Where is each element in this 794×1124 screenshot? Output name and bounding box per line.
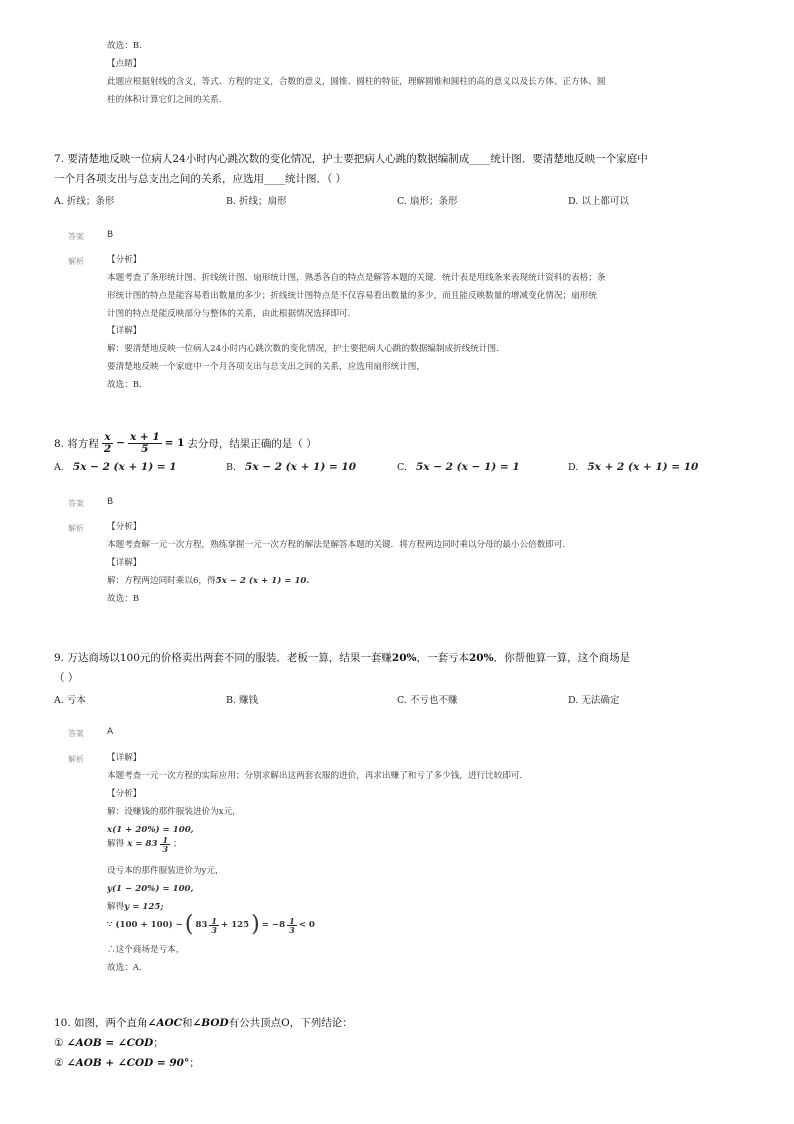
q7-answer: B [107,230,114,240]
q9-answer: A [107,727,114,737]
prev-select: 故选：B. [107,41,142,51]
q10-stem [54,1015,353,1030]
q9-l7-e: < 0 [298,919,315,930]
prev-review-title: 【点睛】 [107,59,142,69]
q8-analysis-line: 本题考查解一元一次方程，熟练掌握一元一次方程的解法是解答本题的关键．将方程两边同时乘以分母的最小公倍数即可． [107,540,572,550]
q8-option-math: 5x + 2 (x + 1) = 10 [587,461,699,473]
q9-l6-pre: 解得 [107,902,125,912]
q9-stem-part: ．你帮他算一算，这个商场是 [493,652,631,664]
q8-option-b[interactable] [226,461,356,473]
analysis-label: 解析 [68,524,84,533]
q10-stem-part: 10. 如图，两个直角 [54,1017,148,1029]
q9-option-d[interactable]: D. 无法确定 [568,695,620,706]
q9-l7-d: = −8 [261,919,286,930]
q9-solution-line [107,903,164,912]
q9-l3-post: ； [173,839,182,850]
q8-option-math: 5x − 2 (x + 1) = 10 [245,461,357,473]
q8-f2-num: x + 1 [129,431,160,443]
q9-solution-line: 设亏本的那件服装进价为y元， [107,866,224,876]
q10-conclusion-end: ； [189,1057,200,1069]
q9-analysis-title: 【分析】 [107,789,142,799]
q7-option-a[interactable]: A. 折线；条形 [54,196,115,207]
prev-review-line: 此题应根据射线的含义，等式、方程的定义，合数的意义，圆锥、圆柱的特征，理解圆锥和圆柱的高的意义以及长方体、正方体、圆 [107,77,606,87]
q8-option-letter: D. [568,462,579,473]
q9-solution-math: x(1 + 20%) = 100, [107,825,194,835]
q9-solution-math: y(1 − 20%) = 100, [107,884,194,894]
q10-conclusion-1 [54,1035,164,1050]
q8-f1-num: x [102,432,113,444]
q9-option-b[interactable]: B. 赚钱 [226,695,259,706]
q8-stem [54,432,317,454]
paren-right-icon: ) [251,912,260,937]
q9-l7-fd2: 3 [289,924,295,935]
q9-select: 故选：A． [107,963,148,973]
q9-stem-part: 9. 万达商场以100元的价格卖出两套不同的服装．老板一算，结果一套赚 [54,652,392,664]
q7-analysis-line: 本题考查了条形统计图、折线统计图、扇形统计图，熟悉各自的特点是解答本题的关键．统计表是用线条来表现统计资料的表格；条 [107,273,606,283]
circled-two-icon: ② [54,1057,64,1069]
q8-prefix: 8. 将方程 [54,437,99,450]
q10-conclusion-2 [54,1055,200,1070]
q9-l3-fd: 3 [162,844,169,854]
answer-label: 答案 [68,499,84,508]
q8-eq: = 1 [164,437,185,449]
q8-option-math: 5x − 2 (x + 1) = 1 [72,461,177,473]
circled-one-icon: ① [54,1037,64,1049]
q9-l7-b: 83 [195,919,208,930]
q10-conclusion-math: ∠AOB = ∠COD [66,1037,154,1049]
prev-review-line: 柱的体积计算它们之间的关系. [107,95,222,105]
q8-minus: − [116,437,125,449]
q8-suffix: 去分母，结果正确的是（ ） [187,437,317,450]
q9-detail-line: 本题考查一元一次方程的实际应用；分别求解出这两套衣服的进价，再求出赚了和亏了多少钱，进行比较即可． [107,771,529,781]
q7-detail-line: 解：要清楚地反映一位病人24小时内心跳次数的变化情况，护士要把病人心跳的数据编制成折线统计图． [107,344,505,354]
q7-analysis-line: 计图的特点是能反映部分与整体的关系，由此根据情况选择即可. [107,309,351,319]
answer-label: 答案 [68,729,84,738]
q8-f2-den: 5 [141,442,149,455]
q8-detail-math: 5x − 2 (x + 1) = 10. [215,576,310,586]
paren-left-icon: ( [184,912,194,937]
q7-stem: 7. 要清楚地反映一位病人24小时内心跳次数的变化情况，护士要把病人心跳的数据编制成____统计图．要清楚地反映一个家庭中 [54,153,648,165]
q9-solution-line [107,836,182,853]
q9-l3-frac [160,836,170,853]
q9-solution-line: 解：设赚钱的那件服装进价为x元， [107,807,241,817]
q10-stem-part: 有公共顶点O，下列结论： [228,1017,353,1029]
q9-l7-frac [287,917,297,934]
q9-l7-a: ∵ (100 + 100) − [107,919,183,930]
q9-l7-c: + 125 [221,919,250,930]
q9-solution-line: ∴这个商场是亏本， [107,945,185,955]
q9-stem: （ ） [54,672,79,684]
q8-fraction-1 [102,432,113,454]
q10-conclusion-math: ∠AOB + ∠COD = 90° [66,1057,190,1069]
q9-option-c[interactable]: C. 不亏也不赚 [397,695,458,706]
q7-detail-title: 【详解】 [107,326,142,336]
q9-stem-part: ，一套亏本 [416,652,469,664]
q10-angle: ∠AOC [147,1017,182,1029]
q9-l7-fd: 3 [211,924,217,935]
q7-stem: 一个月各项支出与总支出之间的关系，应选用____统计图．（ ） [54,173,347,185]
q8-option-a[interactable] [54,461,177,473]
q9-l3-math: x = 83 [127,839,158,850]
q9-l3-pre: 解得 [107,839,125,850]
q9-pct: 20% [469,652,494,664]
q8-analysis-title: 【分析】 [107,522,142,532]
analysis-label: 解析 [68,755,84,764]
q8-detail-pre: 解：方程两边同时乘以6，得 [107,576,216,586]
q10-conclusion-end: ； [153,1037,164,1049]
q8-fraction-2 [128,432,162,454]
q9-l7-fn: 1 [211,915,217,926]
q8-option-c[interactable] [397,461,520,473]
q8-answer: B [107,497,114,507]
q8-option-d[interactable] [568,461,698,473]
q9-pct: 20% [391,652,417,664]
q9-detail-title: 【详解】 [107,753,142,763]
analysis-label: 解析 [68,257,84,266]
q8-detail-line [107,577,309,586]
q8-option-letter: B. [226,462,237,473]
q9-l3-fn: 1 [162,835,169,845]
q8-f1-den: 2 [103,442,112,455]
q7-analysis-line: 形统计图的特点是能容易看出数量的多少；折线统计图特点是不仅容易看出数量的多少，而且能反映数量的增减变化情况；扇形统 [107,291,597,301]
q7-option-b[interactable]: B. 折线；扇形 [226,196,287,207]
q10-angle: ∠BOD [192,1017,229,1029]
q7-option-d[interactable]: D. 以上都可以 [568,196,629,207]
q9-stem [54,650,630,665]
q9-l7-fn2: 1 [289,915,295,926]
q8-detail-title: 【详解】 [107,558,142,568]
q7-detail-line: 要清楚地反映一个家庭中一个月各项支出与总支出之间的关系，应选用扇形统计图， [107,362,425,372]
q9-option-a[interactable]: A. 亏本 [54,695,86,706]
q9-l6-math: y = 125; [124,902,164,912]
q7-analysis-title: 【分析】 [107,255,142,265]
q10-stem-part: 和 [182,1017,193,1029]
q8-select: 故选：B [107,594,140,604]
q7-detail-line: 故选：B. [107,380,142,390]
q8-option-letter: C. [397,462,407,473]
answer-label: 答案 [68,232,84,241]
q8-option-letter: A. [54,462,64,473]
q7-option-c[interactable]: C. 扇形；条形 [397,196,458,207]
q8-option-math: 5x − 2 (x − 1) = 1 [415,461,520,473]
q9-l7-frac [209,917,219,934]
q9-solution-line [107,914,315,936]
